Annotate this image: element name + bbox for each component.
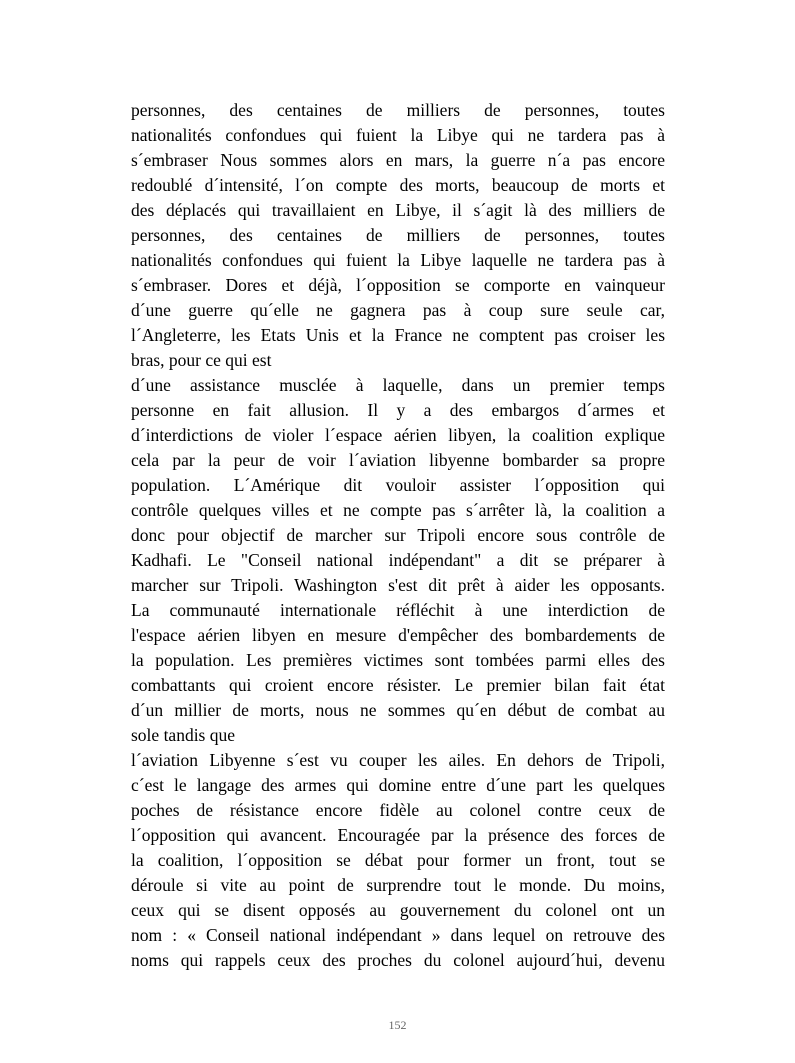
text-line: s´embraser Nous sommes alors en mars, la guerre n´a pas encore xyxy=(131,150,665,170)
text-line: sole tandis que xyxy=(131,725,236,745)
text-line: l´Angleterre, les Etats Unis et la France ne comptent pas croiser les xyxy=(131,325,665,345)
page-number: 152 xyxy=(388,1018,407,1032)
text-line: la coalition, l´opposition se débat pour former un front, tout se xyxy=(131,850,665,870)
body-text xyxy=(131,98,665,973)
text-line: donc pour objectif de marcher sur Tripoli encore sous contrôle de xyxy=(131,525,665,545)
text-line: noms qui rappels ceux des proches du colonel aujourd´hui, devenu xyxy=(131,950,665,970)
text-line: personnes, des centaines de milliers de personnes, toutes xyxy=(131,225,665,245)
text-line: d´une guerre qu´elle ne gagnera pas à coup sure seule car, xyxy=(131,300,665,320)
text-line: l´opposition qui avancent. Encouragée par la présence des forces de xyxy=(131,825,665,845)
text-line: contrôle quelques villes et ne compte pas s´arrêter là, la coalition a xyxy=(131,500,665,520)
text-line: nom : « Conseil national indépendant » dans lequel on retrouve des xyxy=(131,925,665,945)
text-line: poches de résistance encore fidèle au colonel contre ceux de xyxy=(131,800,665,820)
text-line: déroule si vite au point de surprendre tout le monde. Du moins, xyxy=(131,875,665,895)
text-line: personne en fait allusion. Il y a des embargos d´armes et xyxy=(131,400,665,420)
text-line: des déplacés qui travaillaient en Libye, il s´agit là des milliers de xyxy=(131,200,665,220)
text-line: redoublé d´intensité, l´on compte des morts, beaucoup de morts et xyxy=(131,175,665,195)
text-line: ceux qui se disent opposés au gouvernement du colonel ont un xyxy=(131,900,665,920)
text-line: la population. Les premières victimes sont tombées parmi elles des xyxy=(131,650,665,670)
text-line: l´aviation Libyenne s´est vu couper les ailes. En dehors de Tripoli, xyxy=(131,750,665,770)
text-line: personnes, des centaines de milliers de personnes, toutes xyxy=(131,100,665,120)
text-line: l'espace aérien libyen en mesure d'empêcher des bombardements de xyxy=(131,625,665,645)
text-line: marcher sur Tripoli. Washington s'est dit prêt à aider les opposants. xyxy=(131,575,665,595)
text-line: cela par la peur de voir l´aviation libyenne bombarder sa propre xyxy=(131,450,665,470)
text-line: population. L´Amérique dit vouloir assister l´opposition qui xyxy=(131,475,665,495)
text-line: combattants qui croient encore résister. Le premier bilan fait état xyxy=(131,675,665,695)
text-line: Kadhafi. Le "Conseil national indépendant" a dit se préparer à xyxy=(131,550,665,570)
text-line: nationalités confondues qui fuient la Libye laquelle ne tardera pas à xyxy=(131,250,665,270)
text-line: c´est le langage des armes qui domine entre d´une part les quelques xyxy=(131,775,665,795)
text-line: d´interdictions de violer l´espace aérien libyen, la coalition explique xyxy=(131,425,665,445)
text-line: s´embraser. Dores et déjà, l´opposition se comporte en vainqueur xyxy=(131,275,665,295)
text-line: nationalités confondues qui fuient la Libye qui ne tardera pas à xyxy=(131,125,665,145)
text-line: La communauté internationale réfléchit à une interdiction de xyxy=(131,600,665,620)
text-line: d´un millier de morts, nous ne sommes qu´en début de combat au xyxy=(131,700,665,720)
text-line: bras, pour ce qui est xyxy=(131,350,272,370)
text-line: d´une assistance musclée à laquelle, dans un premier temps xyxy=(131,375,665,395)
